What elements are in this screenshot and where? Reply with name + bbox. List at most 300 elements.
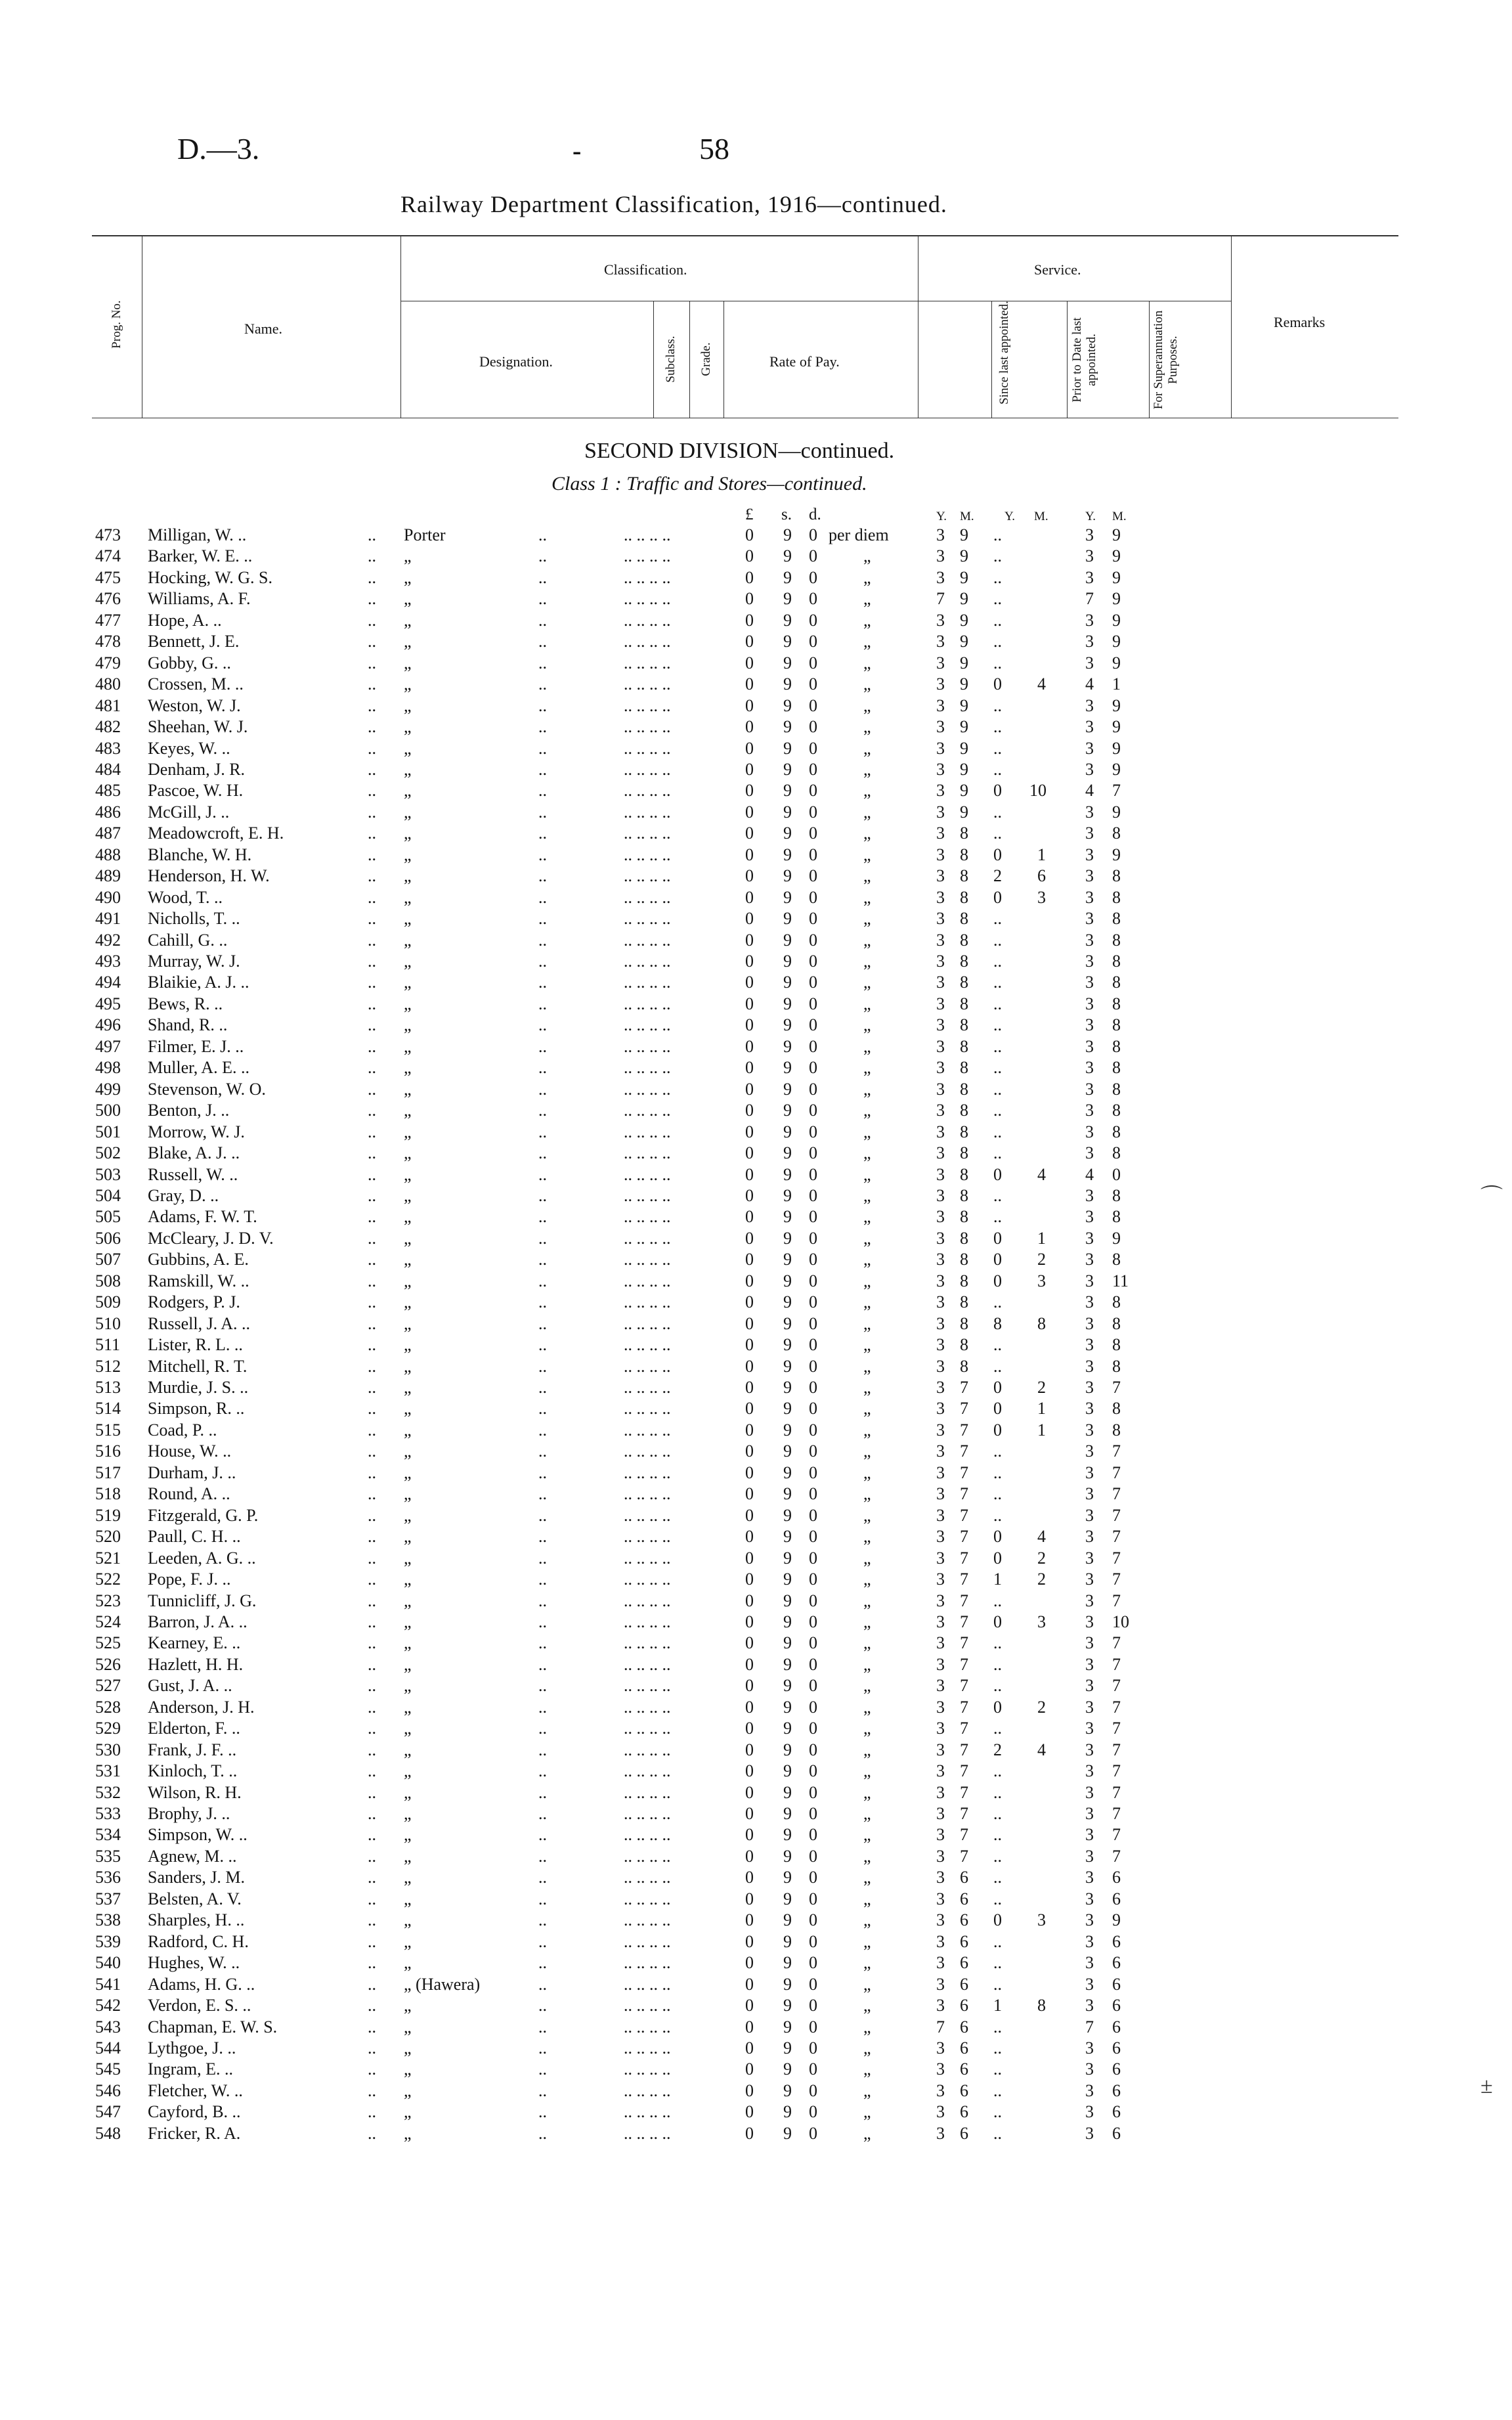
cell-prog-no: 548 <box>95 2123 121 2143</box>
cell-prior-years: .. <box>993 1441 1002 1461</box>
cell-dot-leader: .. <box>538 1079 547 1099</box>
cell-super-years: 3 <box>1085 546 1094 566</box>
cell-pay-shillings: 9 <box>783 1164 792 1184</box>
cell-super-months: 6 <box>1112 1996 1121 2015</box>
cell-prog-no: 517 <box>95 1463 121 1482</box>
cell-pay-per: „ <box>863 952 871 971</box>
cell-dot-leader: .. <box>538 1484 547 1504</box>
cell-prog-no: 481 <box>95 695 121 715</box>
cell-dot-leader: .. <box>368 1825 376 1845</box>
cell-dot-leader: .. <box>368 1271 376 1290</box>
cell-dot-leader: .. <box>538 1122 547 1141</box>
cell-dot-leader: .. .. .. .. <box>624 546 671 566</box>
cell-designation: „ <box>404 1889 412 1908</box>
cell-designation: „ <box>404 2080 412 2100</box>
cell-pay-shillings: 9 <box>783 1207 792 1227</box>
cell-pay-per: „ <box>863 1654 871 1674</box>
cell-dot-leader: .. <box>538 1804 547 1823</box>
cell-prior-years: .. <box>993 994 1002 1013</box>
cell-since-months: 8 <box>960 1185 968 1205</box>
cell-dot-leader: .. <box>368 1868 376 1887</box>
cell-prog-no: 483 <box>95 738 121 758</box>
cell-name: Crossen, M. .. <box>148 674 244 694</box>
cell-dot-leader: .. <box>368 973 376 992</box>
cell-prior-years: .. <box>993 1036 1002 1056</box>
cell-dot-leader: .. .. .. .. <box>624 1910 671 1930</box>
cell-since-years: 3 <box>936 1292 945 1312</box>
cell-since-months: 7 <box>960 1441 968 1461</box>
cell-pay-pounds: 0 <box>745 2080 754 2100</box>
cell-designation: „ <box>404 2102 412 2122</box>
cell-pay-shillings: 9 <box>783 994 792 1013</box>
cell-pay-pounds: 0 <box>745 695 754 715</box>
cell-super-years: 3 <box>1085 653 1094 672</box>
cell-pay-pounds: 0 <box>745 887 754 907</box>
cell-since-years: 3 <box>936 1079 945 1099</box>
cell-prog-no: 532 <box>95 1782 121 1802</box>
cell-super-months: 7 <box>1112 1633 1121 1653</box>
cell-pay-pence: 0 <box>809 2123 817 2143</box>
cell-pay-shillings: 9 <box>783 1441 792 1461</box>
cell-pay-per: „ <box>863 1846 871 1866</box>
cell-since-months: 9 <box>960 738 968 758</box>
cell-since-months: 7 <box>960 1825 968 1845</box>
cell-pay-pence: 0 <box>809 1101 817 1120</box>
cell-name: Cahill, G. .. <box>148 930 228 950</box>
cell-pay-pence: 0 <box>809 1868 817 1887</box>
table-row <box>0 803 1512 824</box>
table-row <box>0 632 1512 653</box>
cell-since-months: 9 <box>960 717 968 737</box>
unit-shillings: s. <box>781 506 792 523</box>
cell-prog-no: 519 <box>95 1505 121 1525</box>
cell-pay-pence: 0 <box>809 674 817 694</box>
cell-super-months: 6 <box>1112 2102 1121 2122</box>
cell-dot-leader: .. <box>368 653 376 672</box>
cell-dot-leader: .. <box>538 1910 547 1930</box>
cell-pay-pence: 0 <box>809 1825 817 1845</box>
cell-prog-no: 475 <box>95 567 121 587</box>
cell-pay-pounds: 0 <box>745 1548 754 1568</box>
table-row <box>0 1655 1512 1676</box>
table-row <box>0 1847 1512 1868</box>
cell-name: Belsten, A. V. <box>148 1889 242 1908</box>
cell-super-months: 9 <box>1112 567 1121 587</box>
cell-super-months: 9 <box>1112 845 1121 864</box>
cell-dot-leader: .. <box>538 1868 547 1887</box>
cell-dot-leader: .. <box>368 1484 376 1504</box>
cell-prior-years: .. <box>993 717 1002 737</box>
cell-pay-shillings: 9 <box>783 1996 792 2015</box>
cell-pay-pence: 0 <box>809 1612 817 1631</box>
cell-dot-leader: .. .. .. .. <box>624 1996 671 2015</box>
cell-pay-per: „ <box>863 1335 871 1355</box>
cell-since-years: 3 <box>936 1953 945 1973</box>
cell-designation: „ <box>404 1250 412 1269</box>
cell-prog-no: 521 <box>95 1548 121 1568</box>
cell-dot-leader: .. <box>538 738 547 758</box>
cell-designation: „ <box>404 1463 412 1482</box>
cell-dot-leader: .. <box>368 674 376 694</box>
cell-since-years: 3 <box>936 1910 945 1930</box>
cell-pay-pence: 0 <box>809 1910 817 1930</box>
cell-dot-leader: .. .. .. .. <box>624 1633 671 1653</box>
cell-prior-years: .. <box>993 1058 1002 1078</box>
cell-dot-leader: .. <box>538 1719 547 1738</box>
cell-name: Agnew, M. .. <box>148 1846 237 1866</box>
cell-name: Wood, T. .. <box>148 887 223 907</box>
cell-name: Tunnicliff, J. G. <box>148 1591 257 1610</box>
cell-dot-leader: .. <box>538 952 547 971</box>
cell-since-years: 3 <box>936 2038 945 2057</box>
cell-name: Elderton, F. .. <box>148 1719 240 1738</box>
cell-pay-pounds: 0 <box>745 781 754 801</box>
cell-super-months: 7 <box>1112 1441 1121 1461</box>
cell-pay-pence: 0 <box>809 1782 817 1802</box>
cell-dot-leader: .. .. .. .. <box>624 759 671 779</box>
cell-pay-pence: 0 <box>809 2038 817 2057</box>
table-row <box>0 1143 1512 1164</box>
cell-pay-per: „ <box>863 1761 871 1781</box>
cell-super-years: 3 <box>1085 1654 1094 1674</box>
cell-name: Fletcher, W. .. <box>148 2080 243 2100</box>
cell-dot-leader: .. <box>538 1271 547 1290</box>
cell-pay-pounds: 0 <box>745 802 754 822</box>
cell-pay-pounds: 0 <box>745 610 754 630</box>
cell-prior-years: .. <box>993 759 1002 779</box>
cell-super-years: 3 <box>1085 1612 1094 1631</box>
cell-super-months: 8 <box>1112 1101 1121 1120</box>
cell-designation: „ <box>404 1761 412 1781</box>
cell-dot-leader: .. .. .. .. <box>624 1250 671 1269</box>
cell-pay-pounds: 0 <box>745 717 754 737</box>
table-row <box>0 1570 1512 1591</box>
cell-prior-years: .. <box>993 1101 1002 1120</box>
cell-pay-pence: 0 <box>809 2017 817 2036</box>
cell-name: Mitchell, R. T. <box>148 1356 248 1376</box>
cell-dot-leader: .. .. .. .. <box>624 930 671 950</box>
cell-since-years: 3 <box>936 1250 945 1269</box>
cell-designation: „ <box>404 824 412 843</box>
cell-name: Meadowcroft, E. H. <box>148 824 284 843</box>
header-since-last: Since last appointed. <box>997 301 1011 405</box>
cell-since-months: 8 <box>960 952 968 971</box>
cell-dot-leader: .. <box>538 610 547 630</box>
cell-super-months: 7 <box>1112 1804 1121 1823</box>
cell-prog-no: 484 <box>95 759 121 779</box>
cell-since-months: 7 <box>960 1654 968 1674</box>
cell-since-months: 8 <box>960 1058 968 1078</box>
cell-since-months: 6 <box>960 1974 968 1994</box>
cell-pay-pence: 0 <box>809 1420 817 1440</box>
cell-dot-leader: .. <box>538 1441 547 1461</box>
cell-super-months: 9 <box>1112 695 1121 715</box>
cell-pay-shillings: 9 <box>783 1228 792 1248</box>
table-row <box>0 674 1512 695</box>
cell-designation: „ <box>404 1271 412 1290</box>
cell-super-months: 7 <box>1112 1591 1121 1610</box>
cell-designation: „ <box>404 759 412 779</box>
cell-super-years: 3 <box>1085 1740 1094 1759</box>
cell-designation: „ <box>404 1441 412 1461</box>
cell-dot-leader: .. .. .. .. <box>624 2059 671 2079</box>
cell-dot-leader: .. .. .. .. <box>624 1548 671 1568</box>
cell-name: Keyes, W. .. <box>148 738 230 758</box>
table-row <box>0 1506 1512 1527</box>
cell-pay-per: „ <box>863 546 871 566</box>
cell-pay-per: „ <box>863 1143 871 1163</box>
cell-super-months: 7 <box>1112 1378 1121 1397</box>
cell-super-months: 6 <box>1112 2123 1121 2143</box>
cell-since-months: 9 <box>960 632 968 651</box>
cell-pay-per: „ <box>863 1036 871 1056</box>
cell-dot-leader: .. <box>368 1292 376 1312</box>
cell-pay-pence: 0 <box>809 589 817 609</box>
table-row <box>0 994 1512 1015</box>
cell-dot-leader: .. <box>368 1889 376 1908</box>
cell-since-years: 3 <box>936 1846 945 1866</box>
cell-prior-years: .. <box>993 1143 1002 1163</box>
cell-designation: „ <box>404 909 412 929</box>
cell-since-months: 8 <box>960 1356 968 1376</box>
cell-super-years: 3 <box>1085 1271 1094 1290</box>
cell-since-years: 3 <box>936 1825 945 1845</box>
cell-dot-leader: .. .. .. .. <box>624 738 671 758</box>
cell-name: Hazlett, H. H. <box>148 1654 244 1674</box>
cell-since-years: 3 <box>936 525 945 544</box>
cell-prior-months: 2 <box>1037 1250 1046 1269</box>
cell-dot-leader: .. <box>368 1719 376 1738</box>
cell-pay-pence: 0 <box>809 973 817 992</box>
cell-pay-pounds: 0 <box>745 1292 754 1312</box>
cell-prior-years: .. <box>993 2059 1002 2079</box>
cell-pay-pence: 0 <box>809 1953 817 1973</box>
cell-dot-leader: .. <box>538 887 547 907</box>
cell-since-months: 8 <box>960 1292 968 1312</box>
cell-prog-no: 498 <box>95 1058 121 1078</box>
cell-dot-leader: .. .. .. .. <box>624 1740 671 1759</box>
cell-prog-no: 482 <box>95 717 121 737</box>
cell-prior-months: 1 <box>1037 845 1046 864</box>
cell-name: Sheehan, W. J. <box>148 717 248 737</box>
cell-prior-years: 0 <box>993 1250 1002 1269</box>
cell-pay-pence: 0 <box>809 781 817 801</box>
table-row <box>0 611 1512 632</box>
cell-designation: „ <box>404 1612 412 1631</box>
document-reference: D.—3. <box>177 132 260 165</box>
cell-dot-leader: .. <box>538 1676 547 1696</box>
cell-name: Frank, J. F. .. <box>148 1740 237 1759</box>
cell-designation: „ <box>404 1548 412 1568</box>
cell-dot-leader: .. .. .. .. <box>624 1804 671 1823</box>
cell-prior-years: .. <box>993 2102 1002 2122</box>
cell-since-years: 3 <box>936 1591 945 1610</box>
cell-prior-months: 3 <box>1037 1612 1046 1631</box>
cell-name: Williams, A. F. <box>148 589 251 609</box>
cell-name: Ramskill, W. .. <box>148 1271 249 1290</box>
cell-pay-pence: 0 <box>809 952 817 971</box>
cell-pay-per: „ <box>863 1015 871 1035</box>
cell-prog-no: 545 <box>95 2059 121 2079</box>
cell-name: Blake, A. J. .. <box>148 1143 240 1163</box>
cell-since-years: 3 <box>936 610 945 630</box>
cell-prior-years: 0 <box>993 781 1002 801</box>
cell-dot-leader: .. .. .. .. <box>624 887 671 907</box>
cell-dot-leader: .. .. .. .. <box>624 1697 671 1717</box>
table-row <box>0 1441 1512 1463</box>
cell-since-months: 9 <box>960 589 968 609</box>
cell-dot-leader: .. <box>368 994 376 1013</box>
cell-since-months: 8 <box>960 887 968 907</box>
cell-dot-leader: .. .. .. .. <box>624 717 671 737</box>
cell-since-months: 8 <box>960 1313 968 1333</box>
cell-since-months: 9 <box>960 781 968 801</box>
cell-since-years: 3 <box>936 1761 945 1781</box>
cell-pay-pence: 0 <box>809 1931 817 1951</box>
cell-dot-leader: .. <box>538 994 547 1013</box>
cell-designation: „ <box>404 1185 412 1205</box>
cell-pay-pence: 0 <box>809 1505 817 1525</box>
cell-super-months: 0 <box>1112 1164 1121 1184</box>
cell-name: Barker, W. E. .. <box>148 546 253 566</box>
cell-pay-shillings: 9 <box>783 1697 792 1717</box>
cell-pay-pence: 0 <box>809 525 817 544</box>
cell-super-years: 3 <box>1085 824 1094 843</box>
cell-super-years: 3 <box>1085 1591 1094 1610</box>
cell-dot-leader: .. <box>368 525 376 544</box>
cell-pay-pence: 0 <box>809 887 817 907</box>
cell-dot-leader: .. <box>538 1654 547 1674</box>
cell-designation: „ <box>404 1335 412 1355</box>
cell-name: Gobby, G. .. <box>148 653 231 672</box>
cell-pay-pence: 0 <box>809 567 817 587</box>
cell-dot-leader: .. <box>538 567 547 587</box>
cell-prog-no: 526 <box>95 1654 121 1674</box>
cell-dot-leader: .. .. .. .. <box>624 1612 671 1631</box>
cell-dot-leader: .. <box>368 1505 376 1525</box>
cell-prog-no: 514 <box>95 1399 121 1419</box>
cell-dot-leader: .. <box>538 973 547 992</box>
cell-prog-no: 513 <box>95 1378 121 1397</box>
cell-pay-pounds: 0 <box>745 1313 754 1333</box>
cell-designation: „ <box>404 1036 412 1056</box>
cell-super-years: 3 <box>1085 930 1094 950</box>
cell-prog-no: 486 <box>95 802 121 822</box>
cell-pay-shillings: 9 <box>783 1505 792 1525</box>
cell-name: Lythgoe, J. .. <box>148 2038 236 2057</box>
cell-pay-pounds: 0 <box>745 2017 754 2036</box>
cell-prog-no: 479 <box>95 653 121 672</box>
cell-since-months: 6 <box>960 2038 968 2057</box>
cell-super-months: 8 <box>1112 1185 1121 1205</box>
cell-super-months: 7 <box>1112 1719 1121 1738</box>
cell-super-years: 3 <box>1085 1484 1094 1504</box>
cell-pay-per: „ <box>863 674 871 694</box>
cell-prior-years: .. <box>993 653 1002 672</box>
cell-prog-no: 544 <box>95 2038 121 2057</box>
cell-super-months: 6 <box>1112 2038 1121 2057</box>
cell-super-years: 3 <box>1085 2080 1094 2100</box>
cell-designation: „ <box>404 1676 412 1696</box>
cell-dot-leader: .. <box>538 1974 547 1994</box>
cell-dot-leader: .. .. .. .. <box>624 1313 671 1333</box>
cell-pay-shillings: 9 <box>783 845 792 864</box>
cell-pay-pounds: 0 <box>745 2038 754 2057</box>
table-row <box>0 888 1512 909</box>
cell-super-months: 8 <box>1112 1143 1121 1163</box>
table-row <box>0 739 1512 760</box>
cell-designation: „ <box>404 1719 412 1738</box>
cell-pay-pence: 0 <box>809 845 817 864</box>
cell-pay-per: „ <box>863 1974 871 1994</box>
cell-dot-leader: .. <box>538 1846 547 1866</box>
cell-dot-leader: .. <box>538 1164 547 1184</box>
cell-since-months: 9 <box>960 802 968 822</box>
cell-super-years: 3 <box>1085 1889 1094 1908</box>
cell-pay-per: „ <box>863 695 871 715</box>
cell-dot-leader: .. .. .. .. <box>624 674 671 694</box>
cell-dot-leader: .. <box>538 824 547 843</box>
cell-since-years: 3 <box>936 866 945 886</box>
cell-pay-shillings: 9 <box>783 1250 792 1269</box>
cell-designation: „ <box>404 781 412 801</box>
cell-name: Barron, J. A. .. <box>148 1612 248 1631</box>
cell-pay-per: „ <box>863 824 871 843</box>
cell-pay-per: „ <box>863 1676 871 1696</box>
cell-designation: „ <box>404 546 412 566</box>
cell-super-years: 3 <box>1085 1441 1094 1461</box>
cell-dot-leader: .. .. .. .. <box>624 1058 671 1078</box>
cell-designation: „ <box>404 1207 412 1227</box>
cell-prior-years: .. <box>993 567 1002 587</box>
cell-pay-pence: 0 <box>809 717 817 737</box>
cell-super-months: 7 <box>1112 1484 1121 1504</box>
cell-pay-per: „ <box>863 632 871 651</box>
cell-dot-leader: .. <box>368 1207 376 1227</box>
cell-since-years: 3 <box>936 1313 945 1333</box>
cell-dot-leader: .. <box>368 717 376 737</box>
cell-designation: „ <box>404 1313 412 1333</box>
cell-dot-leader: .. <box>368 1143 376 1163</box>
cell-super-months: 6 <box>1112 2017 1121 2036</box>
cell-prior-months: 6 <box>1037 866 1046 886</box>
cell-pay-pounds: 0 <box>745 2123 754 2143</box>
cell-pay-pence: 0 <box>809 1527 817 1547</box>
cell-dot-leader: .. .. .. .. <box>624 589 671 609</box>
cell-pay-pounds: 0 <box>745 759 754 779</box>
cell-pay-shillings: 9 <box>783 738 792 758</box>
table-row <box>0 952 1512 973</box>
cell-since-years: 3 <box>936 2080 945 2100</box>
cell-since-years: 3 <box>936 1378 945 1397</box>
cell-prior-years: .. <box>993 1846 1002 1866</box>
cell-prior-years: .. <box>993 1825 1002 1845</box>
table-row <box>0 1633 1512 1654</box>
cell-prog-no: 547 <box>95 2102 121 2122</box>
table-row <box>0 1420 1512 1441</box>
cell-dot-leader: .. .. .. .. <box>624 1463 671 1482</box>
table-row <box>0 1868 1512 1889</box>
cell-super-years: 3 <box>1085 1953 1094 1973</box>
cell-designation: „ <box>404 1143 412 1163</box>
cell-dot-leader: .. <box>368 952 376 971</box>
cell-pay-pounds: 0 <box>745 1570 754 1589</box>
cell-pay-per: „ <box>863 845 871 864</box>
cell-designation: „ <box>404 1399 412 1419</box>
cell-prior-months: 8 <box>1037 1996 1046 2015</box>
cell-pay-per: „ <box>863 1122 871 1141</box>
cell-pay-pence: 0 <box>809 2102 817 2122</box>
